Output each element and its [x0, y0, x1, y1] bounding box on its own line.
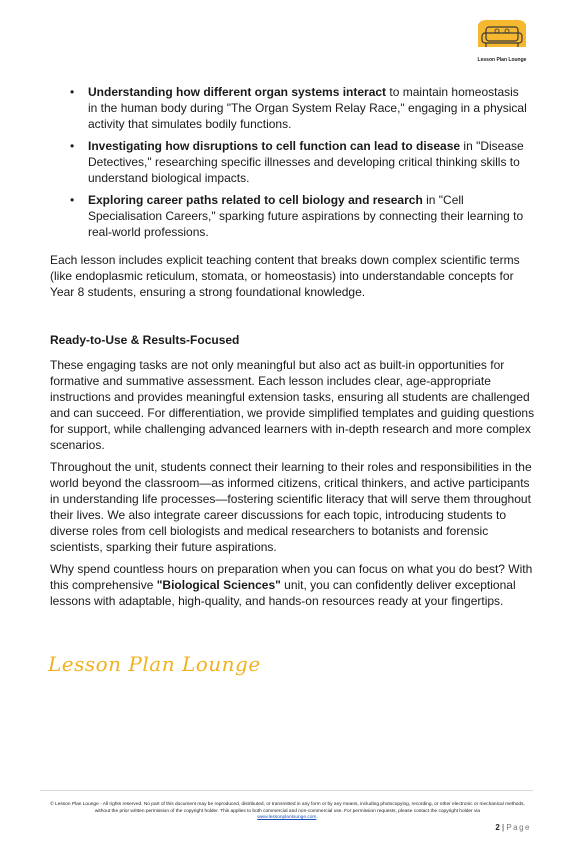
paragraph-real-world: Throughout the unit, students connect their learning to their roles and responsibilities in the world beyond the classroom—as informed citizens, critical thinkers, and active participants in understanding life processes—fostering scientific literacy that will serve them throughout their lives. We also integrate career discussions for each topic, introducing students to diverse roles from cell biologists and medical researchers to botanists and forensic scientists, sparking their future aspirations.: [50, 460, 532, 554]
logo-text: Lesson Plan Lounge: [477, 57, 527, 63]
brand-logo: [470, 17, 534, 65]
bullet-bold-text: Understanding how different organ systems interact: [88, 85, 387, 99]
bullet-icon: •: [70, 139, 75, 153]
closing-text-end: unit, you can confidently deliver exceptional lessons with adaptable, high-quality, and hands-on resources ready at your fingertips.: [50, 578, 516, 608]
paragraph-assessment: These engaging tasks are not only meaningful but also act as built-in opportunities for formative and summative assessment. Each lesson includes clear, age-appropriate instructions and provides meaningful extension tasks, ensuring all students are challenged and can succeed. For differentiation, we provide simplified templates and guiding questions for support, while challenging advanced learners with in-depth research and more complex scenarios.: [50, 358, 535, 452]
sofa-logo-icon: [470, 17, 534, 57]
bullet-item: [68, 84, 528, 132]
paragraph-closing: [50, 561, 535, 609]
unit-name: "Biological Sciences": [156, 578, 281, 592]
section-heading: Ready-to-Use & Results-Focused: [50, 333, 240, 347]
bullet-bold-text: Investigating how disruptions to cell function can lead to disease: [88, 139, 461, 153]
page-separator: |: [499, 823, 507, 832]
lesson-bullet-list: [68, 84, 528, 246]
copyright-text: © Lesson Plan Lounge - All rights reserved. No part of this document may be reproduced, distributed, or transmitted in any form or by any means, including photocopying, recording, or other electronic or mechanical methods, without the prior written permission of the copyright holder. This applies to both commercial and non-commercial use. For permission requests, please contact the copyright holder via: [50, 802, 525, 814]
bullet-icon: •: [70, 193, 75, 207]
bullet-text: to maintain homeostasis in the human body during "The Organ System Relay Race," engaging in a physical activity that simulates bodily functions.: [88, 85, 527, 131]
bullet-text: in "Cell Specialisation Careers," sparking future aspirations by connecting their learning to real-world professions.: [88, 193, 524, 239]
website-link[interactable]: www.lessonplanlounge.com: [257, 815, 317, 820]
link-suffix: .: [316, 815, 318, 820]
bullet-text: in "Disease Detectives," researching specific illnesses and developing critical thinking skills to understand biological impacts.: [88, 139, 524, 185]
bullet-item: [68, 138, 528, 186]
signature: Lesson Plan Lounge: [48, 652, 261, 676]
closing-text-start: Why spend countless hours on preparation when you can focus on what you do best? With this comprehensive: [50, 562, 533, 592]
bullet-item: [68, 192, 528, 240]
page-number-value: 2: [495, 823, 500, 832]
bullet-icon: •: [70, 85, 75, 99]
footer-divider: [40, 790, 533, 791]
paragraph-explicit-teaching: Each lesson includes explicit teaching content that breaks down complex scientific terms (like endoplasmic reticulum, stomata, or homeostasis) into understandable concepts for Year 8 students, ensuring a strong foundational knowledge.: [50, 253, 520, 299]
copyright-notice: [50, 802, 525, 822]
page-number: [495, 823, 531, 832]
page-label: Page: [506, 823, 531, 832]
bullet-bold-text: Exploring career paths related to cell biology and research: [88, 193, 423, 207]
